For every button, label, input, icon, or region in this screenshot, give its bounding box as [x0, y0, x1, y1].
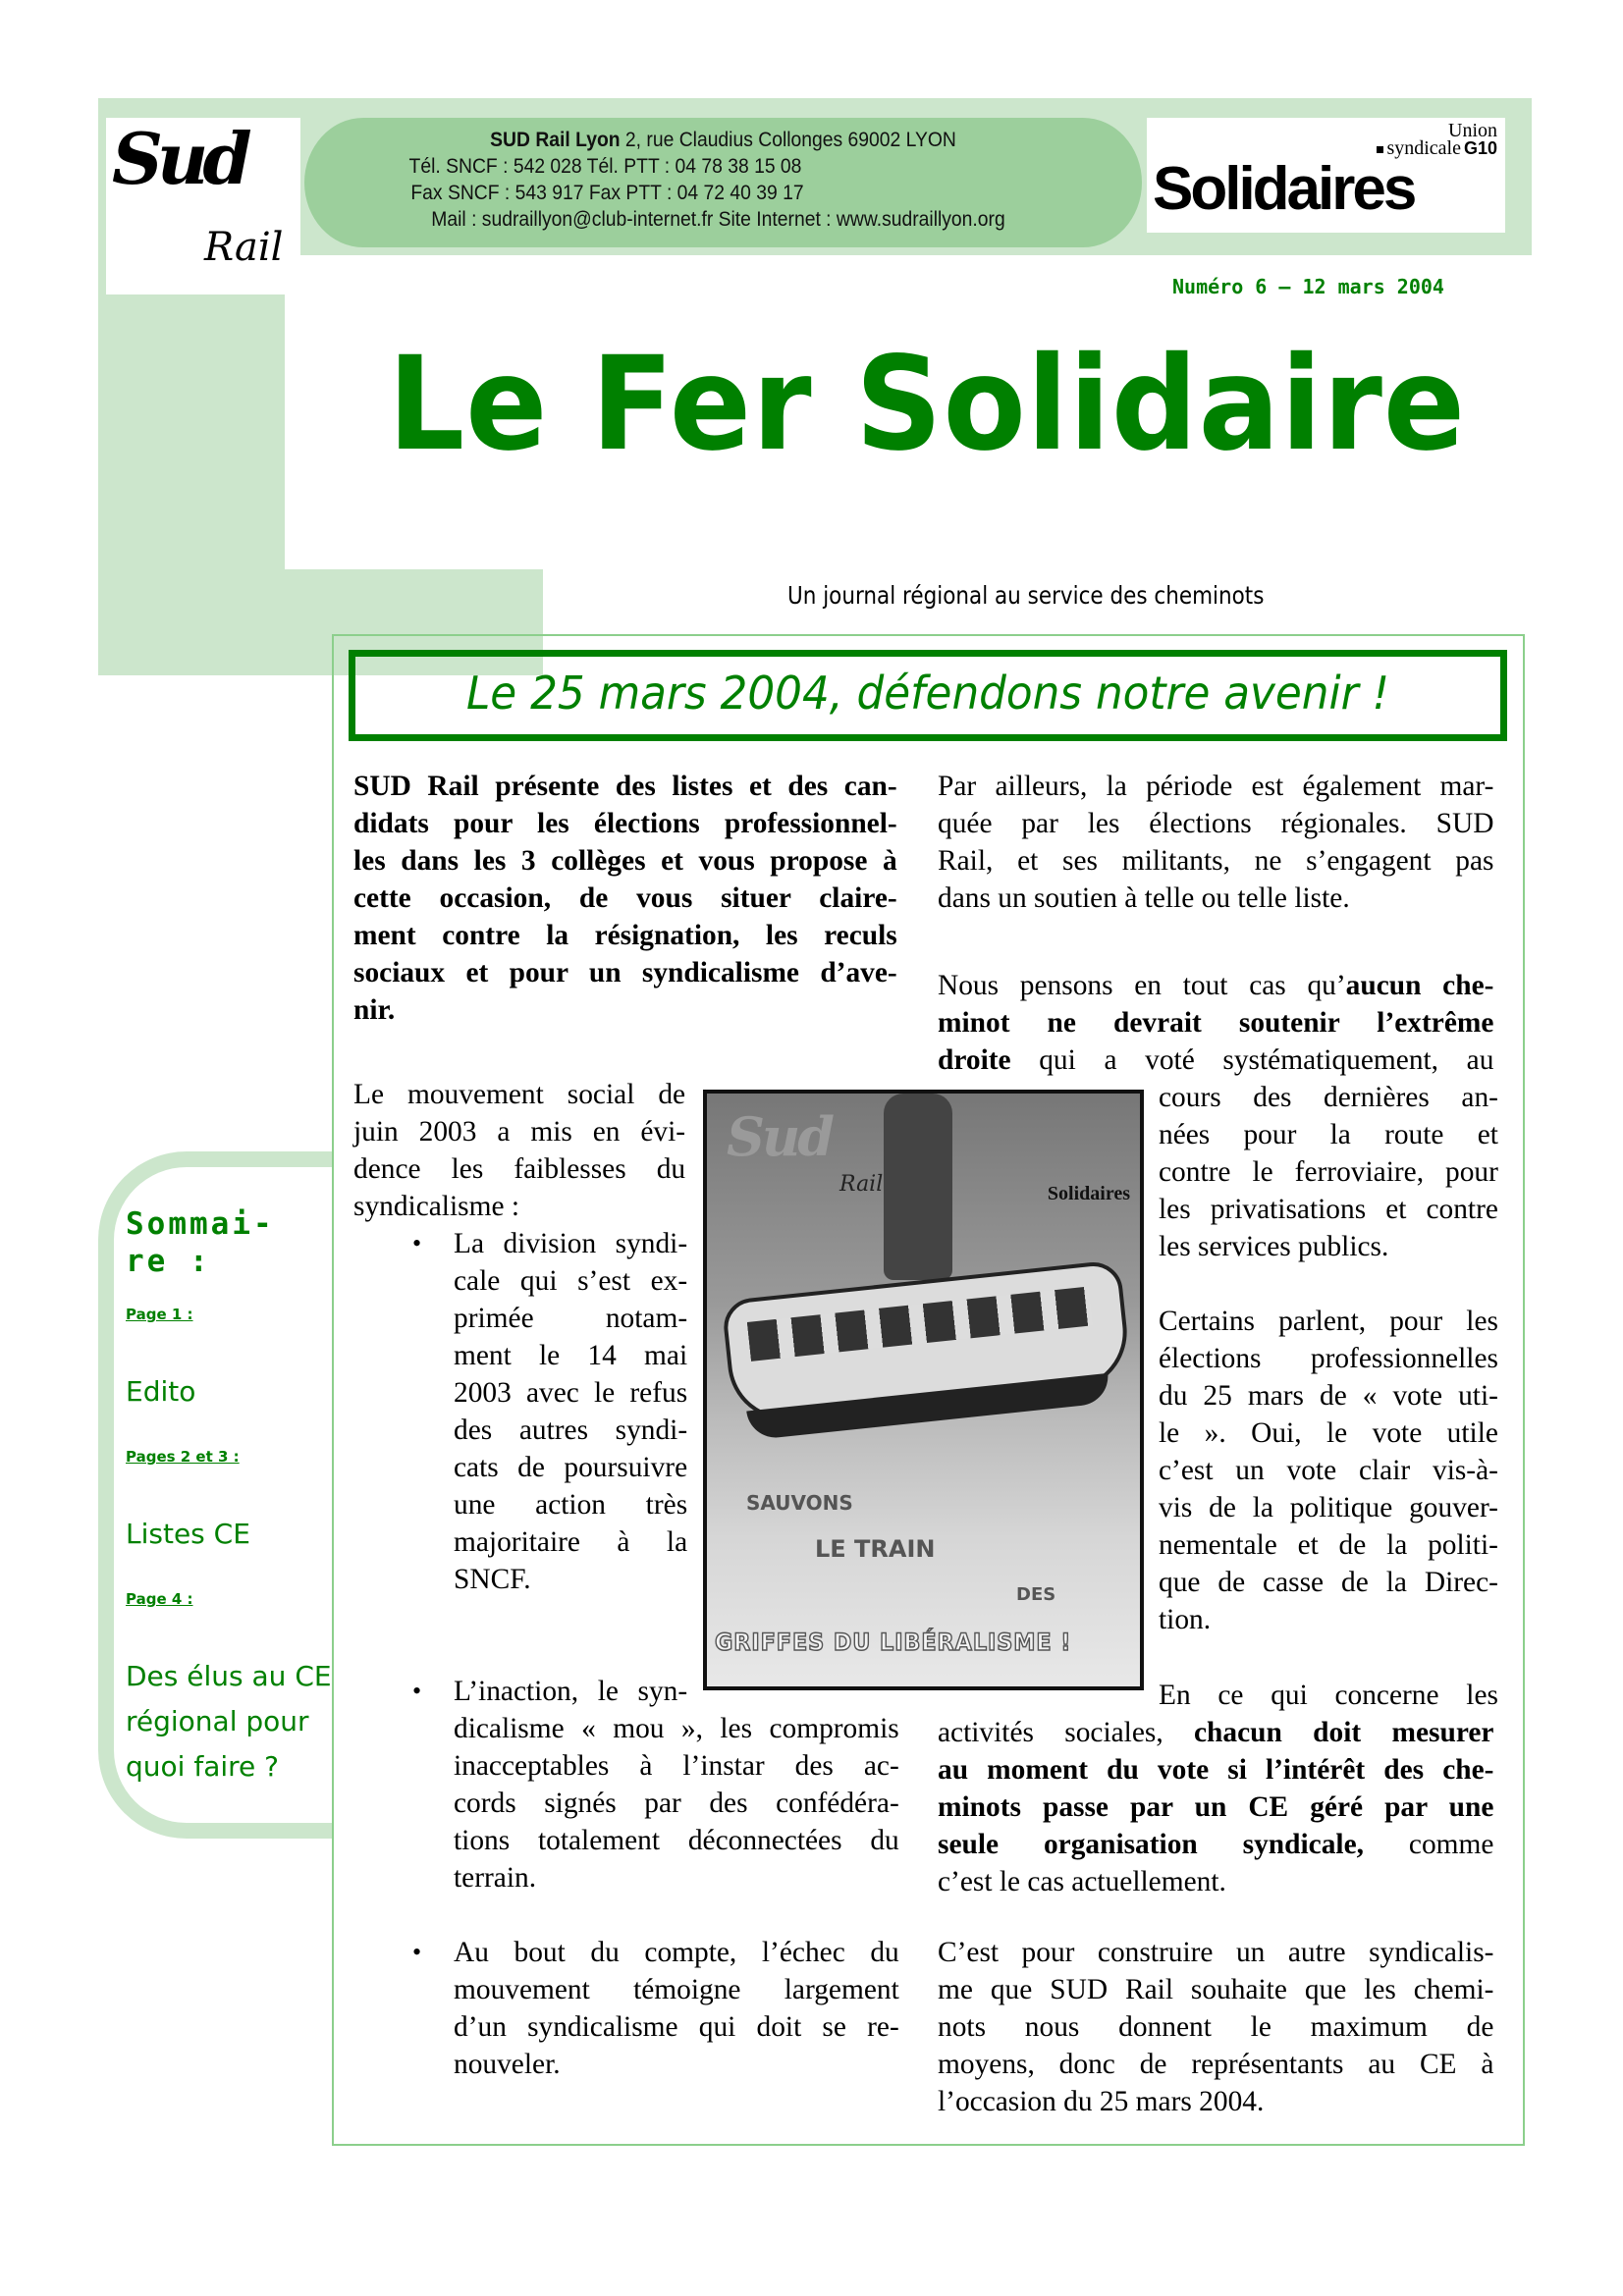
text-line: Au bout du compte, l’échec du [454, 1936, 899, 1968]
text-line: Certains parlent, pour les [1159, 1305, 1498, 1337]
text-line: seule organisation syndicale, comme [938, 1828, 1494, 1860]
address-line-1 [338, 128, 1109, 152]
text-line: juin 2003 a mis en évi- [353, 1115, 686, 1148]
text-line: tions totalement déconnectées du [454, 1824, 899, 1856]
text-line: ment contre la résignation, les reculs [353, 919, 897, 951]
sidebar-title-line: Sommai- [126, 1206, 275, 1242]
address-block [304, 118, 1142, 247]
cartoon-des-text: DES [1016, 1584, 1056, 1605]
text-line: élections professionnelles [1159, 1342, 1498, 1374]
cartoon-train-text: LE TRAIN [815, 1535, 936, 1563]
text-line: mouvement témoigne largement [454, 1973, 899, 2005]
text-line: au moment du vote si l’intérêt des che- [938, 1753, 1494, 1786]
text-line: inacceptables à l’instar des ac- [454, 1749, 899, 1782]
sidebar-item-listes-ce[interactable]: Listes CE [126, 1518, 250, 1550]
text-line: les privatisations et contre [1159, 1193, 1498, 1225]
article-headline: Le 25 mars 2004, défendons notre avenir ! [465, 667, 1390, 720]
train-illustration [721, 1259, 1132, 1426]
bullet-icon: • [412, 1938, 422, 1966]
text-line: Nous pensons en tout cas qu’aucun che- [938, 969, 1494, 1001]
sidebar-title [126, 1205, 275, 1280]
text-line: La division syndi- [454, 1227, 688, 1259]
g10-label: G10 [1463, 138, 1497, 158]
page-subtitle: Un journal régional au service des cheminots [787, 581, 1265, 610]
text-line: nir. [353, 993, 396, 1026]
text-line: Le mouvement social de [353, 1078, 686, 1110]
text-line: Rail, et ses militants, ne s’engagent pas [938, 844, 1494, 877]
sidebar-item-elus-ce[interactable] [126, 1654, 332, 1789]
text-line: En ce qui concerne les [1159, 1679, 1498, 1711]
sidebar-title-line: re : [126, 1244, 211, 1279]
text-line: Par ailleurs, la période est également mar- [938, 770, 1494, 802]
sidebar-item-line: régional pour [126, 1705, 309, 1737]
text-line: majoritaire à la [454, 1525, 688, 1558]
rail-logo-word: Rail [204, 225, 284, 270]
text-line: des autres syndi- [454, 1414, 688, 1446]
page-title: Le Fer Solidaire [388, 329, 1467, 480]
text-line: quée par les élections régionales. SUD [938, 807, 1494, 839]
text-line: moyens, donc de représentants au CE à [938, 2048, 1494, 2080]
solidaires-logo-word: Solidaires [1153, 155, 1415, 223]
cartoon-sauvons-text: SAUVONS [746, 1491, 853, 1515]
text-line: syndicalisme : [353, 1190, 520, 1222]
text-line: C’est pour construire un autre syndicalis- [938, 1936, 1494, 1968]
headline-box [349, 650, 1507, 741]
issue-number: Numéro 6 – 12 mars 2004 [1172, 275, 1444, 298]
text-line: SUD Rail présente des listes et des can- [353, 770, 897, 802]
text-line: l’occasion du 25 mars 2004. [938, 2085, 1265, 2117]
text-line: que de casse de la Direc- [1159, 1566, 1498, 1598]
text-line: dence les faiblesses du [353, 1152, 686, 1185]
org-name: SUD Rail Lyon [490, 129, 621, 151]
text-line: nots nous donnent le maximum de [938, 2010, 1494, 2043]
text-line: droite qui a voté systématiquement, au [938, 1043, 1494, 1076]
sidebar-item-line: quoi faire ? [126, 1750, 280, 1783]
text-line: dicalisme « mou », les compromis [454, 1712, 899, 1744]
text-line: cords signés par des confédéra- [454, 1787, 899, 1819]
text-line: contre le ferroviaire, pour [1159, 1155, 1498, 1188]
solidaires-logo-tagline [1377, 122, 1497, 157]
text-line: nementale et de la politi- [1159, 1528, 1498, 1561]
text-line: dans un soutien à telle ou telle liste. [938, 881, 1350, 914]
text-line: nées pour la route et [1159, 1118, 1498, 1150]
address-tel: Tél. SNCF : 542 028 Tél. PTT : 04 78 38 15 08 [408, 155, 802, 178]
text-line: d’un syndicalisme qui doit se re- [454, 2010, 899, 2043]
bullet-icon: • [412, 1677, 422, 1705]
text-line: sociaux et pour un syndicalisme d’ave- [353, 956, 897, 988]
text-line: le ». Oui, le vote utile [1159, 1416, 1498, 1449]
sud-logo-word: Sud [112, 118, 246, 200]
text-line: c’est le cas actuellement. [938, 1865, 1226, 1897]
text-line: tion. [1159, 1603, 1212, 1635]
square-icon [1377, 146, 1383, 153]
text-line: cats de poursuivre [454, 1451, 688, 1483]
sidebar-page-label[interactable]: Page 4 : [126, 1590, 193, 1608]
sidebar-item-edito[interactable]: Edito [126, 1375, 196, 1408]
text-line: me que SUD Rail souhaite que les chemi- [938, 1973, 1494, 2005]
cartoon-sud-text: Sud [727, 1105, 833, 1168]
text-line: c’est un vote clair vis-à- [1159, 1454, 1498, 1486]
text-line: didats pour les élections professionnel- [353, 807, 897, 839]
sidebar-item-line: Des élus au CE [126, 1660, 332, 1692]
text-line: minots passe par un CE géré par une [938, 1790, 1494, 1823]
text-line: 2003 avec le refus [454, 1376, 688, 1409]
text-line: cale qui s’est ex- [454, 1264, 688, 1297]
text-line: nouveler. [454, 2048, 561, 2080]
sidebar-page-label[interactable]: Page 1 : [126, 1306, 193, 1323]
solidaires-logo-syndicale: syndicale G10 [1377, 139, 1497, 157]
text-line: cette occasion, de vous situer claire- [353, 881, 897, 914]
sud-rail-logo [106, 118, 300, 294]
text-line: une action très [454, 1488, 688, 1521]
solidaires-logo-union: Union [1448, 120, 1497, 141]
solidaires-logo [1147, 118, 1505, 233]
text-line: ment le 14 mai [454, 1339, 688, 1371]
text-line: minot ne devrait soutenir l’extrême [938, 1006, 1494, 1039]
text-line: du 25 mars de « vote uti- [1159, 1379, 1498, 1412]
text-line: activités sociales, chacun doit mesurer [938, 1716, 1494, 1748]
bullet-icon: • [412, 1229, 422, 1257]
cartoon-rail-text: Rail [839, 1172, 884, 1197]
text-line: les services publics. [1159, 1230, 1389, 1262]
text-line: L’inaction, le syn- [454, 1675, 688, 1707]
cartoon-griffes-text: GRIFFES DU LIBÉRALISME ! [715, 1629, 1072, 1656]
text-line: vis de la politique gouver- [1159, 1491, 1498, 1523]
address-mail: Mail : sudraillyon@club-internet.fr Site Internet : www.sudraillyon.org [431, 208, 1005, 231]
text-line: les dans les 3 collèges et vous propose à [353, 844, 897, 877]
cartoon-solidaires-text: Solidaires [1047, 1183, 1130, 1204]
cartoon-image [703, 1090, 1144, 1690]
street: 2, rue Claudius Collonges 69002 LYON [620, 129, 956, 151]
claw-illustration [884, 1094, 952, 1280]
text-line: primée notam- [454, 1302, 688, 1334]
sidebar-page-label[interactable]: Pages 2 et 3 : [126, 1448, 240, 1466]
text-line: cours des dernières an- [1159, 1081, 1498, 1113]
address-fax: Fax SNCF : 543 917 Fax PTT : 04 72 40 39 17 [410, 182, 804, 204]
text-line: SNCF. [454, 1563, 531, 1595]
text-line: terrain. [454, 1861, 537, 1894]
